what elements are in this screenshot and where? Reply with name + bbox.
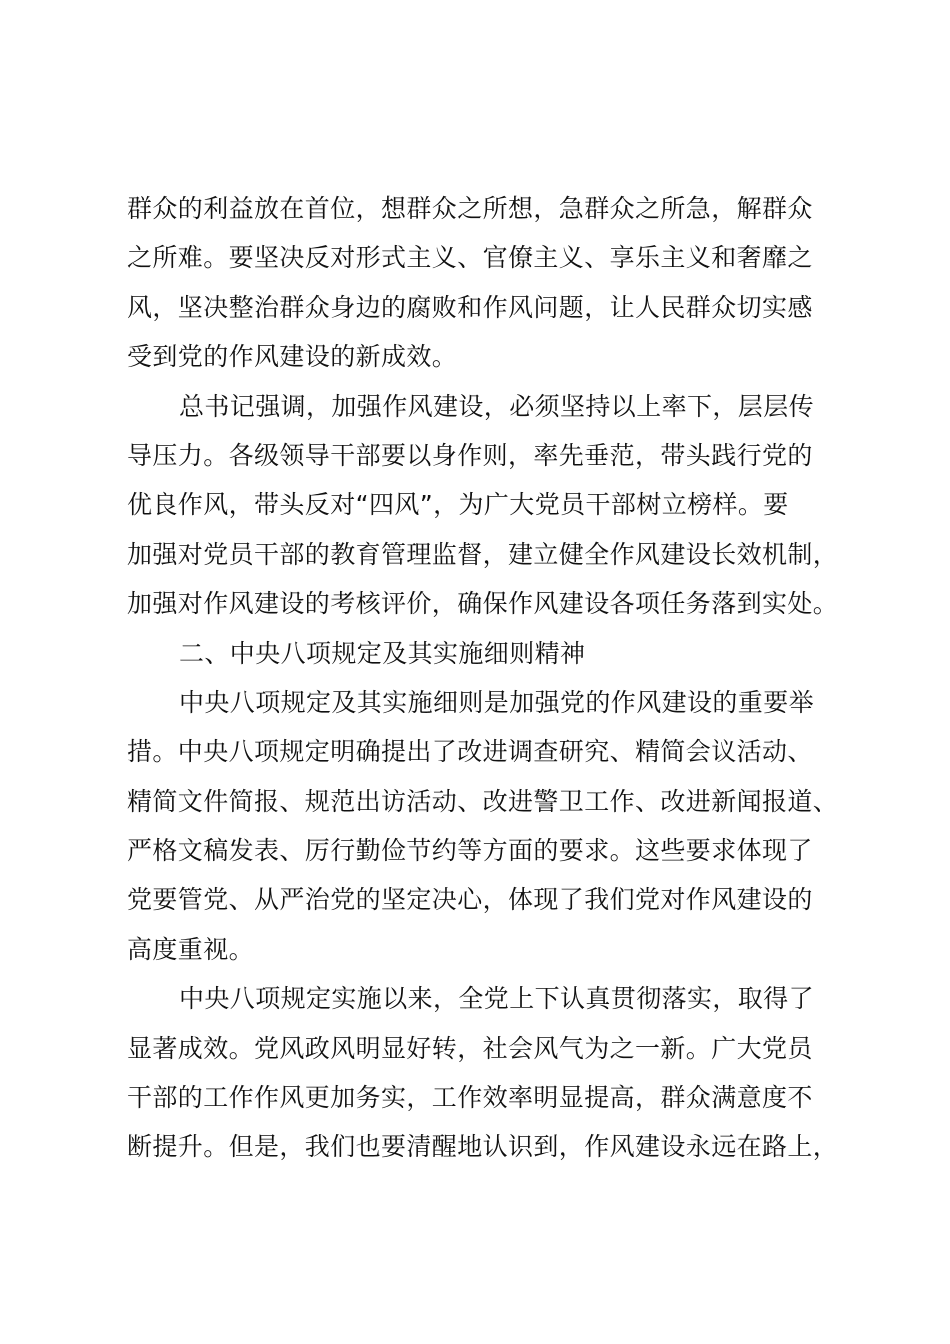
- text-line: 精简文件简报、规范出访活动、改进警卫工作、改进新闻报道、: [127, 786, 839, 816]
- paragraph-first-line: 中央八项规定实施以来，全党上下认真贯彻落实，取得了: [179, 984, 815, 1014]
- text-line: 高度重视。: [127, 934, 255, 964]
- text-line: 之所难。要坚决反对形式主义、官僚主义、享乐主义和奢靡之: [127, 243, 813, 273]
- text-line: 断提升。但是，我们也要清醒地认识到，作风建设永远在路上，: [127, 1132, 839, 1162]
- document-body: [127, 184, 857, 1172]
- text-line: 党要管党、从严治党的坚定决心，体现了我们党对作风建设的: [127, 885, 813, 915]
- text-line: 干部的工作作风更加务实，工作效率明显提高，群众满意度不: [127, 1083, 813, 1113]
- text-line: 加强对党员干部的教育管理监督，建立健全作风建设长效机制，: [127, 539, 839, 569]
- text-line: 导压力。各级领导干部要以身作则，率先垂范，带头践行党的: [127, 440, 813, 470]
- text-line: 风，坚决整治群众身边的腐败和作风问题，让人民群众切实感: [127, 292, 813, 322]
- section-heading: 二、中央八项规定及其实施细则精神: [179, 638, 586, 668]
- text-line: 显著成效。党风政风明显好转，社会风气为之一新。广大党员: [127, 1033, 813, 1063]
- text-line: 受到党的作风建设的新成效。: [127, 342, 458, 372]
- text-line: 加强对作风建设的考核评价，确保作风建设各项任务落到实处。: [127, 589, 839, 619]
- text-line: 措。中央八项规定明确提出了改进调查研究、精简会议活动、: [127, 737, 813, 767]
- paragraph-first-line: 中央八项规定及其实施细则是加强党的作风建设的重要举: [179, 687, 815, 717]
- text-line: 优良作风，带头反对“四风”，为广大党员干部树立榜样。要: [127, 490, 789, 520]
- text-line: 群众的利益放在首位，想群众之所想，急群众之所急，解群众: [127, 194, 813, 223]
- text-line: 严格文稿发表、厉行勤俭节约等方面的要求。这些要求体现了: [127, 836, 813, 866]
- paragraph-first-line: 总书记强调，加强作风建设，必须坚持以上率下，层层传: [179, 391, 815, 421]
